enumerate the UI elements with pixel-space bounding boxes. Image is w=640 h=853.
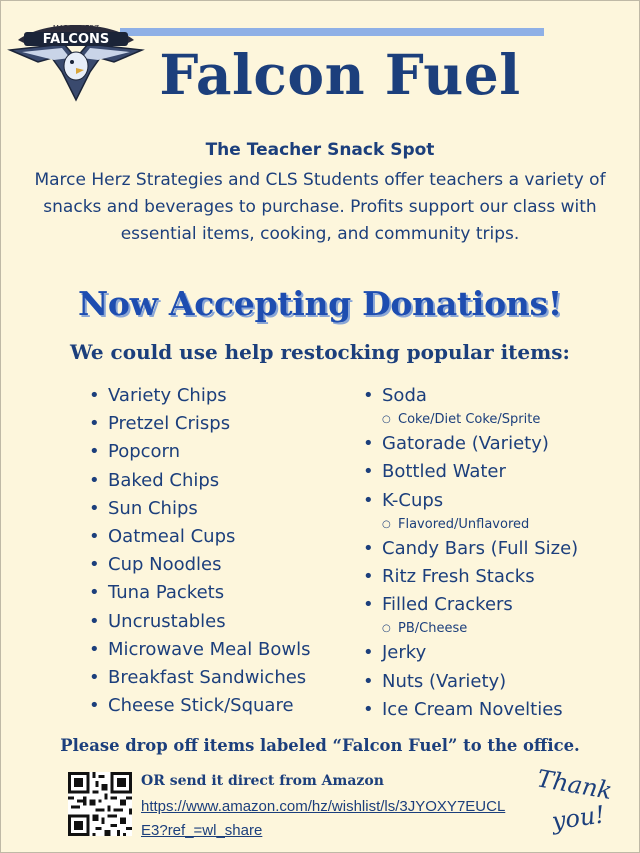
amazon-label: OR send it direct from Amazon: [141, 773, 384, 789]
list-item: • Cup Noodles: [89, 551, 310, 579]
list-item: • Tuna Packets: [89, 579, 310, 607]
right-item-list: [363, 382, 578, 724]
list-item: • Sun Chips: [89, 495, 310, 523]
left-item-list: [89, 382, 310, 720]
list-item-label: Ritz Fresh Stacks: [382, 566, 535, 588]
list-item: [363, 696, 578, 724]
thank-you-note: [530, 760, 620, 840]
list-subitem: ○ Coke/Diet Coke/Sprite: [382, 410, 578, 430]
list-item-label: K-Cups: [382, 489, 444, 511]
header-accent-bar: [120, 28, 544, 36]
intro-paragraph: Marce Herz Strategies and CLS Students offer teachers a variety of snacks and beverages to purchase. Profits support our class with essential items, cooking, and community trips.: [34, 170, 606, 244]
list-item: • Oatmeal Cups: [89, 523, 310, 551]
svg-text:you!: you!: [550, 800, 607, 836]
qr-code-icon[interactable]: [68, 772, 132, 836]
list-subitem: ○ Flavored/Unflavored: [382, 515, 578, 535]
list-item-label: Filled Crackers: [382, 594, 513, 616]
list-item-label: Gatorade (Variety): [382, 433, 549, 455]
list-item: [363, 487, 578, 535]
donations-subhead: We could use help restocking popular items:: [70, 340, 570, 364]
list-item-label: Ice Cream Novelties: [382, 698, 563, 720]
list-item: • Baked Chips: [89, 467, 310, 495]
list-item: • Pretzel Crisps: [89, 410, 310, 438]
page-subtitle: The Teacher Snack Spot: [205, 140, 435, 160]
svg-text:MARCE HERZ: MARCE HERZ: [52, 24, 100, 32]
dropoff-instructions: Please drop off items labeled “Falcon Fuel” to the office.: [60, 736, 580, 755]
amazon-wishlist-link[interactable]: https://www.amazon.com/hz/wishlist/ls/3JYOXY7EUCLE3?ref_=wl_share: [141, 798, 506, 839]
list-item: [363, 458, 578, 486]
svg-text:Thank: Thank: [534, 764, 615, 806]
falcon-emblem-icon: [4, 10, 148, 102]
list-item: • Microwave Meal Bowls: [89, 636, 310, 664]
list-item: • Variety Chips: [89, 382, 310, 410]
svg-text:FALCONS: FALCONS: [42, 32, 110, 47]
list-item: [363, 591, 578, 639]
list-item: • Popcorn: [89, 438, 310, 466]
list-item: • Uncrustables: [89, 608, 310, 636]
list-subitem: ○ PB/Cheese: [382, 619, 578, 639]
list-item: [363, 563, 578, 591]
list-item-label: Candy Bars (Full Size): [382, 537, 579, 559]
list-item: [363, 668, 578, 696]
list-item: • Breakfast Sandwiches: [89, 664, 310, 692]
list-item: [363, 535, 578, 563]
list-item: • Cheese Stick/Square: [89, 692, 310, 720]
list-item: [363, 639, 578, 667]
list-item-label: Nuts (Variety): [382, 670, 507, 692]
list-item: [363, 430, 578, 458]
list-item-label: Jerky: [382, 642, 427, 664]
donations-headline: Now Accepting Donations!: [78, 284, 562, 323]
list-item-label: Soda: [382, 385, 427, 406]
list-item: [363, 382, 578, 430]
list-item-label: Bottled Water: [382, 461, 506, 483]
page-title: Falcon Fuel: [159, 42, 521, 107]
